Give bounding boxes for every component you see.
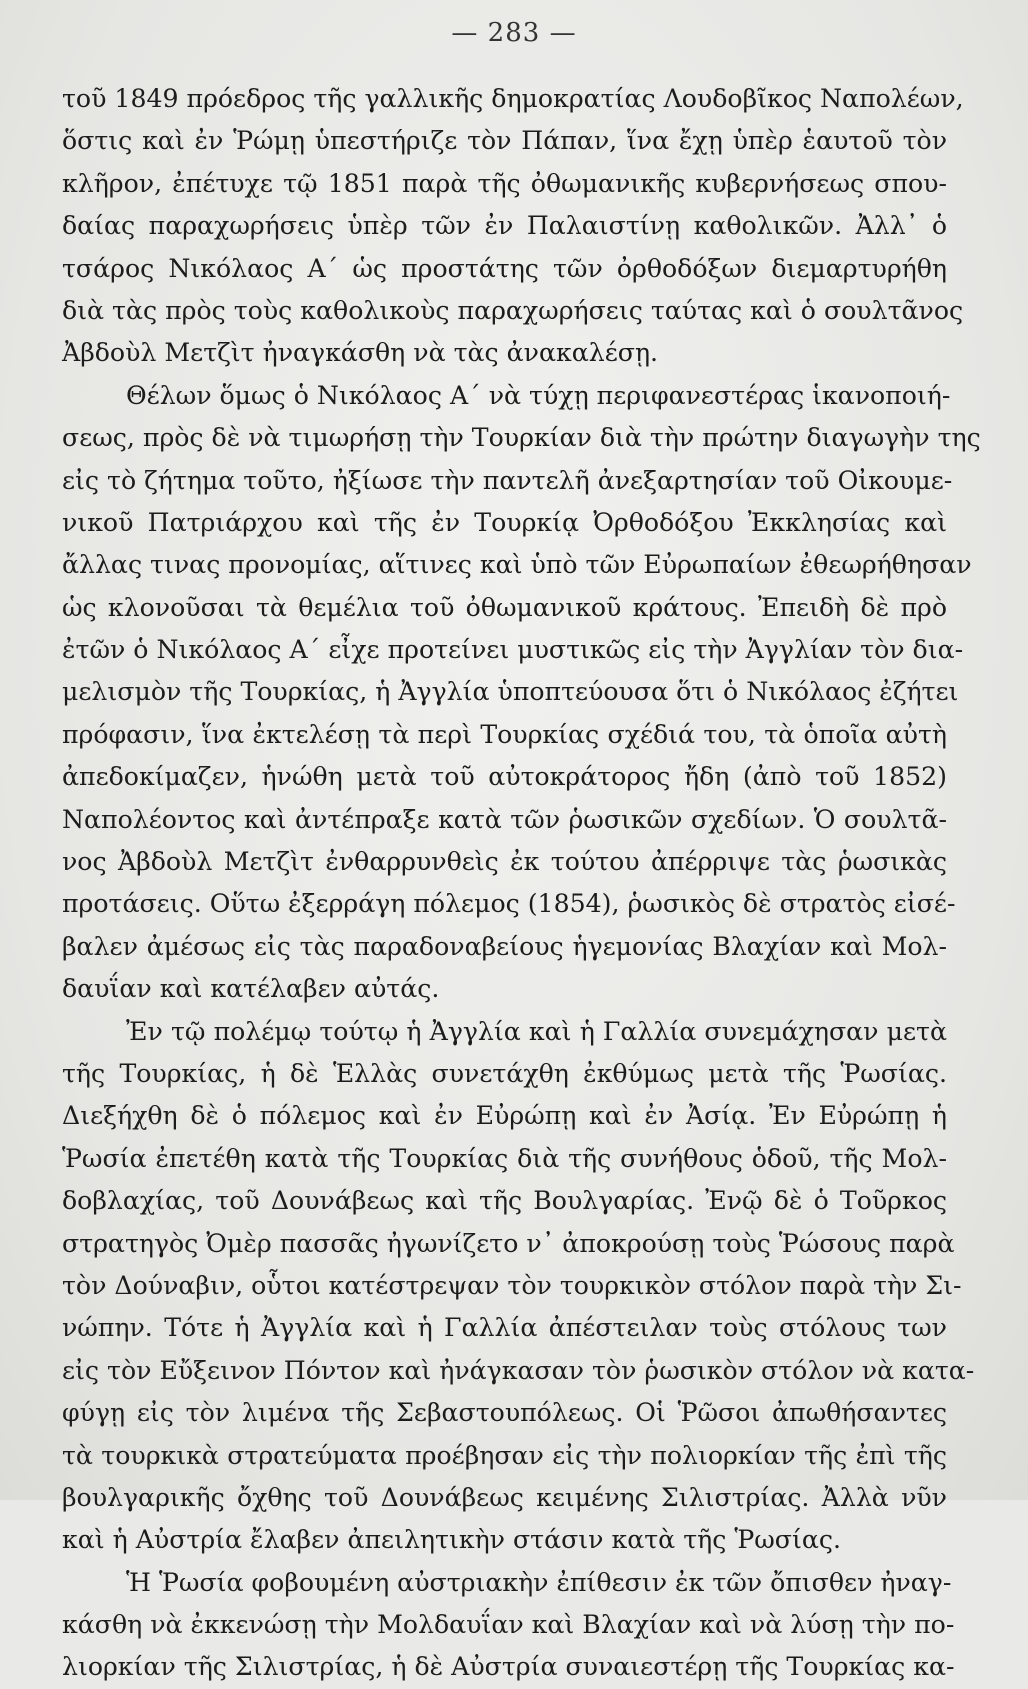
text-line: κλῆρον, ἐπέτυχε τῷ 1851 παρὰ τῆς ὀθωμανικῆς κυβερνήσεως σπου- [62,168,947,198]
text-line: Ναπολέοντος καὶ ἀντέπραξε κατὰ τῶν ῥωσικῶν σχεδίων. Ὁ σουλτᾶ- [62,804,947,834]
text-line: εἰς τὸ ζήτημα τοῦτο, ἠξίωσε τὴν παντελῆ ἀνεξαρτησίαν τοῦ Οἰκουμε- [62,465,953,495]
text-line: Διεξήχθη δὲ ὁ πόλεμος καὶ ἐν Εὐρώπῃ καὶ ἐν Ἀσίᾳ. Ἐν Εὐρώπῃ ἡ [62,1101,947,1131]
paragraph [62,78,964,375]
text-line: πρόφασιν, ἵνα ἐκτελέσῃ τὰ περὶ Τουρκίας σχέδιά του, τὰ ὁποῖα αὐτὴ [62,719,947,749]
text-line: Ἀβδοὺλ Μετζὶτ ἠναγκάσθη νὰ τὰς ἀνακαλέσῃ. [62,338,659,368]
text-line: ἄλλας τινας προνομίας, αἵτινες καὶ ὑπὸ τῶν Εὐρωπαίων ἐθεωρήθησαν [62,550,972,580]
text-line: ὅστις καὶ ἐν Ῥώμῃ ὑπεστήριζε τὸν Πάπαν, ἵνα ἔχῃ ὑπὲρ ἑαυτοῦ τὸν [62,126,947,156]
text-line: εἰς τὸν Εὔξεινον Πόντον καὶ ἠνάγκασαν τὸν ῥωσικὸν στόλον νὰ κατα- [62,1355,975,1385]
text-line: βαλεν ἀμέσως εἰς τὰς παραδοναβείους ἡγεμονίας Βλαχίαν καὶ Μολ- [62,931,947,961]
text-line: νώπην. Τότε ἡ Ἀγγλία καὶ ἡ Γαλλία ἀπέστειλαν τοὺς στόλους των [62,1313,947,1343]
text-line: Θέλων ὅμως ὁ Νικόλαος Α΄ νὰ τύχῃ περιφανεστέρας ἱκανοποιή- [126,380,951,410]
text-line: μελισμὸν τῆς Τουρκίας, ἡ Ἀγγλία ὑποπτεύουσα ὅτι ὁ Νικόλαος ἐζήτει [62,677,959,707]
text-line: τοῦ 1849 πρόεδρος τῆς γαλλικῆς δημοκρατίας Λουδοβῖκος Ναπολέων, [62,84,964,113]
text-line: προτάσεις. Οὕτω ἐξερράγη πόλεμος (1854), ῥωσικὸς δὲ στρατὸς εἰσέ- [62,889,956,919]
text-line: τσάρος Νικόλαος Α΄ ὡς προστάτης τῶν ὀρθοδόξων διεμαρτυρήθη [62,253,947,283]
text-line: Ἡ Ῥωσία φοβουμένη αὐστριακὴν ἐπίθεσιν ἐκ τῶν ὄπισθεν ἠναγ- [126,1567,952,1597]
paragraph [62,1011,975,1562]
text-line: στρατηγὸς Ὀμὲρ πασσᾶς ἠγωνίζετο ν᾽ ἀποκρούσῃ τοὺς Ῥώσους παρὰ [62,1228,955,1258]
body-text [62,78,981,1689]
paragraph [62,1562,955,1689]
text-line: σεως, πρὸς δὲ νὰ τιμωρήσῃ τὴν Τουρκίαν διὰ τὴν πρώτην διαγωγὴν της [62,423,981,453]
text-line: βουλγαρικῆς ὄχθης τοῦ Δουνάβεως κειμένης Σιλιστρίας. Ἀλλὰ νῦν [62,1482,947,1512]
text-line: φύγῃ εἰς τὸν λιμένα τῆς Σεβαστουπόλεως. Οἱ Ῥῶσοι ἀπωθήσαντες [62,1398,947,1428]
text-line: Ῥωσία ἐπετέθη κατὰ τῆς Τουρκίας διὰ τῆς συνήθους ὁδοῦ, τῆς Μολ- [62,1143,947,1173]
text-line: λιορκίαν τῆς Σιλιστρίας, ἡ δὲ Αὐστρία συναιεστέρῃ τῆς Τουρκίας κα- [62,1652,955,1682]
text-line: δοβλαχίας, τοῦ Δουνάβεως καὶ τῆς Βουλγαρίας. Ἐνῷ δὲ ὁ Τοῦρκος [62,1186,947,1216]
text-line: τὰ τουρκικὰ στρατεύματα προέβησαν εἰς τὴν πολιορκίαν τῆς ἐπὶ τῆς [62,1440,947,1470]
text-line: ἐτῶν ὁ Νικόλαος Α΄ εἶχε προτείνει μυστικῶς εἰς τὴν Ἀγγλίαν τὸν δια- [62,635,964,665]
text-line: διὰ τὰς πρὸς τοὺς καθολικοὺς παραχωρήσεις ταύτας καὶ ὁ σουλτᾶνος [62,295,964,325]
text-line: τῆς Τουρκίας, ἡ δὲ Ἑλλὰς συνετάχθη ἐκθύμως μετὰ τῆς Ῥωσίας. [62,1058,947,1088]
text-line: τὸν Δούναβιν, οὗτοι κατέστρεψαν τὸν τουρκικὸν στόλον παρὰ τὴν Σι- [62,1270,962,1300]
text-line: ἀπεδοκίμαζεν, ἡνώθη μετὰ τοῦ αὐτοκράτορος ἤδη (ἀπὸ τοῦ 1852) [62,762,947,792]
text-line: δαυΐαν καὶ κατέλαβεν αὐτάς. [62,974,440,1004]
text-line: νικοῦ Πατριάρχου καὶ τῆς ἐν Τουρκίᾳ Ὀρθοδόξου Ἐκκλησίας καὶ [62,507,947,537]
text-line: Ἐν τῷ πολέμῳ τούτῳ ἡ Ἀγγλία καὶ ἡ Γαλλία συνεμάχησαν μετὰ [126,1016,947,1046]
text-line: ὡς κλονοῦσαι τὰ θεμέλια τοῦ ὀθωμανικοῦ κράτους. Ἐπειδὴ δὲ πρὸ [62,592,947,622]
text-line: καὶ ἡ Αὐστρία ἔλαβεν ἀπειλητικὴν στάσιν κατὰ τῆς Ῥωσίας. [62,1525,841,1555]
text-line: κάσθη νὰ ἐκκενώσῃ τὴν Μολδαυΐαν καὶ Βλαχίαν καὶ νὰ λύσῃ τὴν πο- [62,1610,955,1640]
text-line: δαίας παραχωρήσεις ὑπὲρ τῶν ἐν Παλαιστίνῃ καθολικῶν. Ἀλλ᾽ ὁ [62,211,947,241]
page-number: — 283 — [451,18,577,48]
paragraph [62,375,981,1011]
text-line: νος Ἀβδοὺλ Μετζὶτ ἐνθαρρυνθεὶς ἐκ τούτου ἀπέρριψε τὰς ῥωσικὰς [62,847,947,877]
